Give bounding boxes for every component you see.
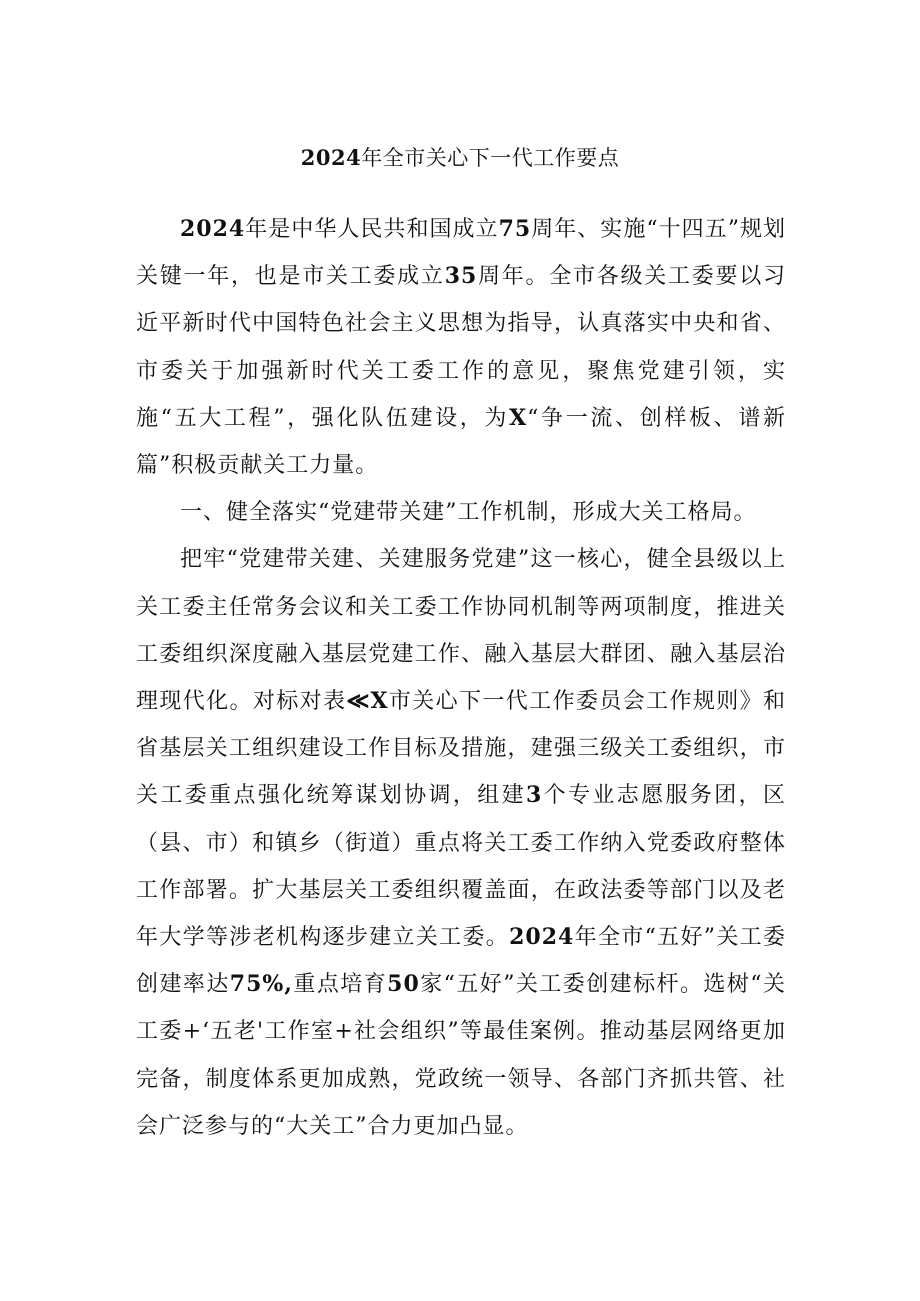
intro-number-35: 35 [444, 263, 478, 290]
section-1-paragraph [136, 536, 786, 1150]
intro-year: 2024 [180, 216, 246, 242]
section-1-number-3: 3 [525, 782, 543, 809]
intro-text-4: “争一流、创样板、谱新篇”积极贡献关工力量。 [136, 405, 786, 479]
intro-paragraph [136, 206, 786, 489]
section-1-year: 2024 [509, 924, 575, 951]
intro-city-x: X [509, 404, 528, 431]
section-1-text-4: 年全市“五好”关工委创建率达 [136, 925, 786, 998]
section-1-city-x: ≪X [346, 688, 389, 715]
section-1-number-50: 50 [387, 971, 420, 998]
document-body [136, 206, 786, 1150]
intro-text-1: 年是中华人民共和国成立 [245, 217, 499, 242]
title-text: 年全市关心下一代工作要点 [361, 146, 620, 170]
section-1-text-1: 把牢“党建带关建、关建服务党建”这一核心，健全县级以上关工委主任常务会议和关工委工作协同机制等两项制度，推进关工委组织深度融入基层党建工作、融入基层大群团、融入基层治理现代化。对标对表 [136, 547, 786, 715]
section-1-text-3: 个专业志愿服务团，区（县、市）和镇乡（街道）重点将关工委工作纳入党委政府整体工作部署。扩大基层关工委组织覆盖面，在政法委等部门以及老年大学等涉老机构逐步建立关工委。 [136, 783, 786, 951]
section-1-text-2: 市关心下一代工作委员会工作规则》和省基层关工组织建设工作目标及措施，建强三级关工委组织，市关工委重点强化统筹谋划协调，组建 [136, 689, 786, 809]
intro-text-2: 周年、实施“十四五”规划关键一年，也是市关工委成立 [136, 217, 786, 290]
document-title [0, 144, 920, 172]
section-1-text-5: 重点培育 [292, 972, 388, 998]
section-1-text-6: 家“五好”关工委创建标杆。选树“关工委+‘五老'工作室+社会组织”等最佳案例。推动基层网络更加完备，制度体系更加成熟，党政统一领导、各部门齐抓共管、社会广泛参与的“大关工”合力更加凸显。 [136, 972, 786, 1139]
section-1-heading: 一、健全落实“党建带关建”工作机制，形成大关工格局。 [180, 500, 757, 526]
intro-number-75: 75 [498, 216, 532, 242]
section-1-percent-75: 75%, [229, 971, 293, 998]
intro-text-3: 周年。全市各级关工委要以习近平新时代中国特色社会主义思想为指导，认真落实中央和省、市委关于加强新时代关工委工作的意见，聚焦党建引领，实施“五大工程”，强化队伍建设，为 [136, 264, 786, 431]
title-year: 2024 [300, 145, 362, 170]
